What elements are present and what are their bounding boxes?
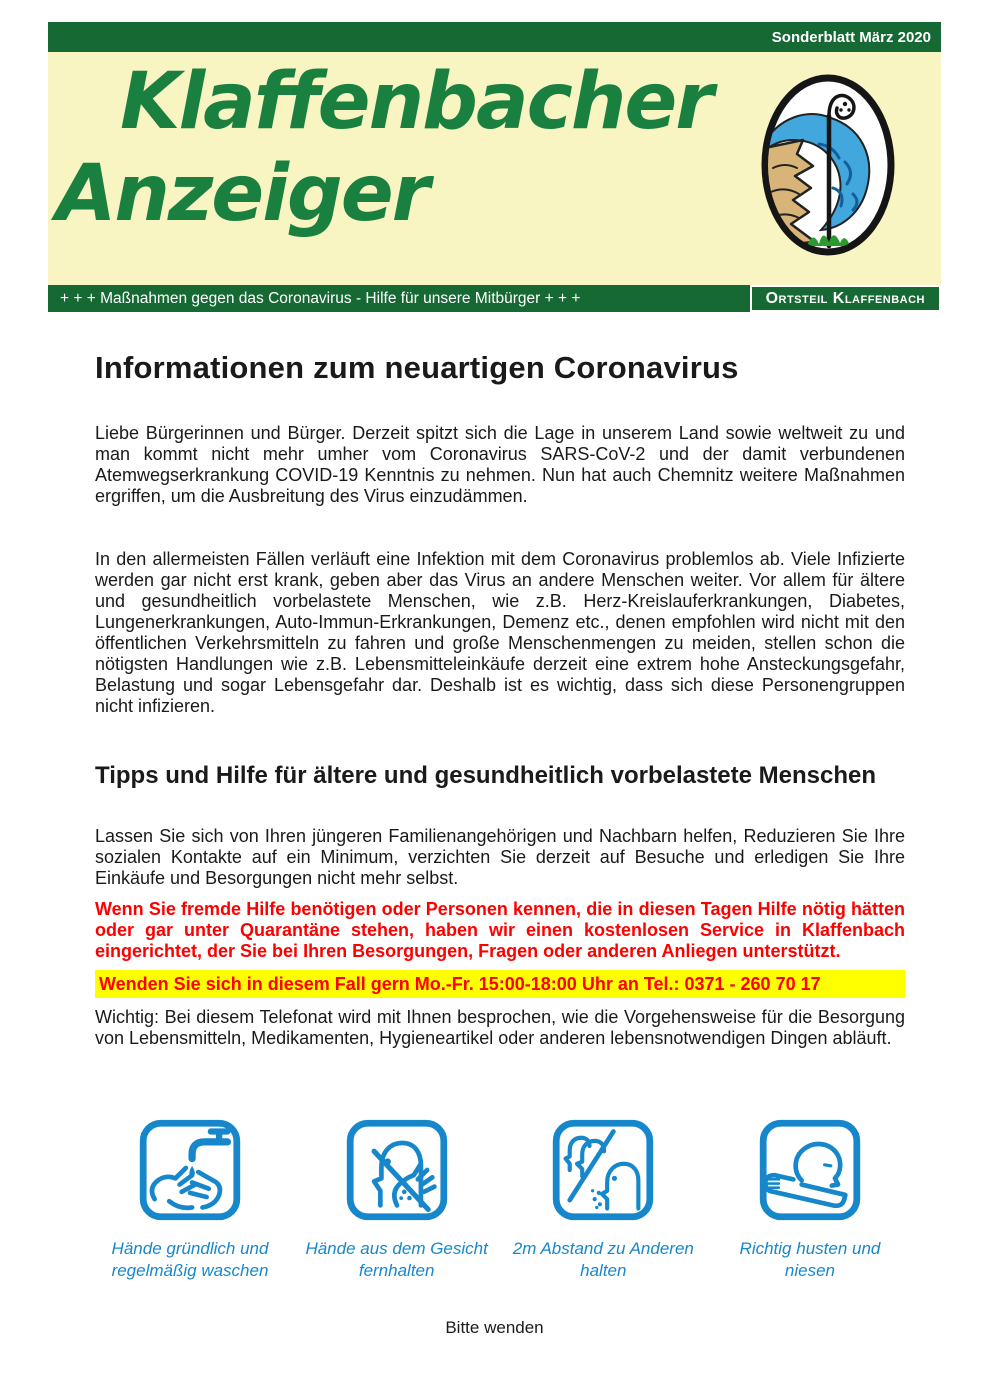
klaffenbach-crest-icon [757, 70, 899, 262]
risk-paragraph: In den allermeisten Fällen verläuft eine Infektion mit dem Coronavirus problemlos ab. Viele Infizierte werden gar nicht erst krank, geben aber das Virus an andere Menschen weiter. Vor allem für ältere und gesundheitlich vorbelastete Menschen, wie z.B. Herz-Kreislauferkrankungen, Diabetes, Lungenerkrankungen, Auto-Immun-Erkrankungen, Demenz etc., denen empfohlen wird nicht mit den öffentlichen Verkehrsmitteln zu fahren und große Menschenmengen zu meiden, stellen schon die nötigsten Handlungen wie z.B. Lebensmitteleinkäufe derzeit eine extrem hohe Ansteckungsgefahr, Belastung und sogar Lebensgefahr dar. Deshalb ist es wichtig, dass sich diese Personengruppen nicht infizieren. [95, 549, 905, 716]
hygiene-rule-keep-distance [508, 1118, 698, 1282]
wash-hands-icon [138, 1118, 242, 1222]
help-service-paragraph: Wenn Sie fremde Hilfe benötigen oder Personen kennen, die in diesen Tagen Hilfe nötig hätten oder gar unter Quarantäne stehen, haben wir einen kostenlosen Service in Klaffenbach eingerichtet, der Sie bei Ihren Besorgungen, Fragen oder anderen Anliegen unterstützt. [95, 899, 905, 961]
article-heading: Informationen zum neuartigen Coronavirus [95, 350, 739, 385]
hotline-highlight: Wenden Sie sich in diesem Fall gern Mo.-Fr. 15:00-18:00 Uhr an Tel.: 0371 - 260 70 17 [95, 970, 905, 998]
no-face-touch-caption: Hände aus dem Gesicht fernhalten [305, 1239, 488, 1280]
masthead-ticker [48, 285, 941, 312]
masthead-topbar [48, 22, 941, 52]
keep-distance-icon [551, 1118, 655, 1222]
district-badge: Ortsteil Klaffenbach [750, 285, 941, 312]
intro-paragraph: Liebe Bürgerinnen und Bürger. Derzeit spitzt sich die Lage in unserem Land sowie weltweit zu und man kommt nicht mehr umher vom Coronavirus SARS-CoV-2 und der damit verbundenen Atemwegserkrankung COVID-19 Kenntnis zu nehmen. Nun hat auch Chemnitz weitere Maßnahmen ergriffen, um die Ausbreitung des Virus einzudämmen. [95, 423, 905, 506]
hygiene-rule-wash-hands [95, 1118, 285, 1282]
masthead [48, 22, 941, 312]
newsletter-title-line1: Klaffenbacher [120, 57, 712, 147]
masthead-banner [48, 52, 941, 285]
tips-paragraph: Lassen Sie sich von Ihren jüngeren Familienangehörigen und Nachbarn helfen, Reduzieren Sie Ihre sozialen Kontakte auf ein Minimum, verzichten Sie derzeit auf Besuche und erledigen Sie Ihre Einkäufe und Besorgungen nicht mehr selbst. [95, 826, 905, 888]
cough-etiquette-icon [758, 1118, 862, 1222]
issue-label: Sonderblatt März 2020 [771, 28, 931, 46]
tips-subheading: Tipps und Hilfe für ältere und gesundheitlich vorbelastete Menschen [95, 762, 877, 789]
hygiene-icons-row [95, 1118, 905, 1282]
hygiene-rule-no-face-touch [302, 1118, 492, 1282]
ticker-text: + + + Maßnahmen gegen das Coronavirus - Hilfe für unsere Mitbürger + + + [60, 289, 581, 307]
wash-hands-caption: Hände gründlich und regelmäßig waschen [111, 1239, 269, 1280]
newsletter-title-line2: Anzeiger [56, 149, 429, 239]
page-footer [0, 1318, 989, 1338]
important-note-paragraph: Wichtig: Bei diesem Telefonat wird mit Ihnen besprochen, wie die Vorgehensweise für die Besorgung von Lebensmitteln, Medikamenten, Hygieneartikel oder anderen lebensnotwendigen Dingen abläuft. [95, 1007, 905, 1048]
turn-over-note: Bitte wenden [445, 1318, 544, 1337]
hygiene-rule-cough-etiquette [715, 1118, 905, 1282]
cough-etiquette-caption: Richtig husten und niesen [739, 1239, 881, 1280]
keep-distance-caption: 2m Abstand zu Anderen halten [512, 1239, 694, 1280]
no-face-touch-icon [345, 1118, 449, 1222]
